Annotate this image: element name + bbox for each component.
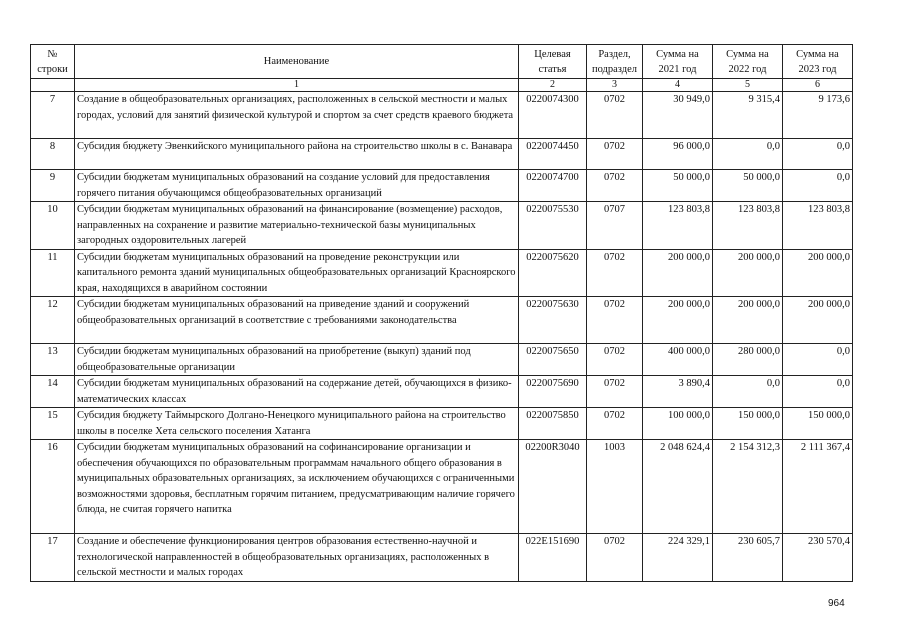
table-row (31, 534, 853, 582)
row-name: Субсидия бюджету Эвенкийского муниципального района на строительство школы в с. Ванавара (75, 139, 519, 170)
column-number: 6 (783, 79, 853, 92)
row-sum-2022: 200 000,0 (713, 297, 783, 344)
row-section: 0702 (587, 139, 643, 170)
row-target-article: 0220075620 (519, 249, 587, 297)
row-target-article: 022E151690 (519, 534, 587, 582)
table-row (31, 440, 853, 534)
table-row (31, 297, 853, 344)
row-number: 13 (31, 344, 75, 376)
row-number: 12 (31, 297, 75, 344)
table-row (31, 202, 853, 250)
row-section: 0702 (587, 249, 643, 297)
row-section: 0702 (587, 170, 643, 202)
row-section: 0702 (587, 376, 643, 408)
row-number: 7 (31, 92, 75, 139)
row-name: Субсидии бюджетам муниципальных образований на финансирование (возмещение) расходов, направленных на сохранение и развитие материально-технической базы муниципальных загородных оздоровительных лагерей (75, 202, 519, 250)
header-row-number: № строки (31, 45, 75, 79)
row-target-article: 0220075650 (519, 344, 587, 376)
column-number: 1 (75, 79, 519, 92)
row-target-article: 0220075690 (519, 376, 587, 408)
header-target-article: Целевая статья (519, 45, 587, 79)
row-sum-2023: 0,0 (783, 344, 853, 376)
table-row (31, 408, 853, 440)
row-number: 14 (31, 376, 75, 408)
header-section: Раздел, подраздел (587, 45, 643, 79)
row-number: 10 (31, 202, 75, 250)
page-number: 964 (828, 598, 845, 609)
row-sum-2022: 200 000,0 (713, 249, 783, 297)
row-sum-2023: 200 000,0 (783, 249, 853, 297)
row-sum-2023: 230 570,4 (783, 534, 853, 582)
row-sum-2023: 0,0 (783, 170, 853, 202)
row-sum-2023: 150 000,0 (783, 408, 853, 440)
row-section: 0702 (587, 534, 643, 582)
row-sum-2021: 400 000,0 (643, 344, 713, 376)
row-sum-2022: 0,0 (713, 139, 783, 170)
row-name: Субсидии бюджетам муниципальных образований на проведение реконструкции или капитального ремонта зданий муниципальных общеобразовательных организаций Красноярского края, находящихся в аварийном состоянии (75, 249, 519, 297)
row-section: 0702 (587, 408, 643, 440)
row-sum-2021: 200 000,0 (643, 297, 713, 344)
table-body (31, 45, 853, 582)
row-sum-2021: 100 000,0 (643, 408, 713, 440)
row-sum-2023: 0,0 (783, 139, 853, 170)
header-row (31, 45, 853, 79)
row-name: Субсидии бюджетам муниципальных образований на создание условий для предоставления горячего питания обучающимся общеобразовательных организаций (75, 170, 519, 202)
row-target-article: 0220075850 (519, 408, 587, 440)
row-number: 8 (31, 139, 75, 170)
header-sum-2023: Сумма на 2023 год (783, 45, 853, 79)
row-target-article: 02200R3040 (519, 440, 587, 534)
column-number: 4 (643, 79, 713, 92)
table-row (31, 344, 853, 376)
row-section: 0702 (587, 344, 643, 376)
row-sum-2022: 9 315,4 (713, 92, 783, 139)
column-number: 2 (519, 79, 587, 92)
row-sum-2021: 50 000,0 (643, 170, 713, 202)
row-sum-2022: 123 803,8 (713, 202, 783, 250)
row-sum-2022: 50 000,0 (713, 170, 783, 202)
table-row (31, 139, 853, 170)
row-target-article: 0220075530 (519, 202, 587, 250)
row-target-article: 0220074450 (519, 139, 587, 170)
row-name: Создание в общеобразовательных организациях, расположенных в сельской местности и малых городах, условий для занятий физической культурой и спортом за счет средств краевого бюджета (75, 92, 519, 139)
row-sum-2022: 230 605,7 (713, 534, 783, 582)
column-number: 5 (713, 79, 783, 92)
row-name: Субсидии бюджетам муниципальных образований на софинансирование организации и обеспечения обучающихся по образовательным программам начального общего образования в муниципальных образовательных организациях, за исключением обучающихся с ограниченными возможностями здоровья, бесплатным горячим питанием, предусматривающим наличие горячего блюда, не считая горячего напитка (75, 440, 519, 534)
row-sum-2021: 200 000,0 (643, 249, 713, 297)
row-target-article: 0220075630 (519, 297, 587, 344)
row-section: 0707 (587, 202, 643, 250)
row-number: 9 (31, 170, 75, 202)
row-sum-2023: 200 000,0 (783, 297, 853, 344)
header-name: Наименование (75, 45, 519, 79)
row-sum-2022: 280 000,0 (713, 344, 783, 376)
column-number-blank (31, 79, 75, 92)
row-sum-2022: 150 000,0 (713, 408, 783, 440)
header-sum-2021: Сумма на 2021 год (643, 45, 713, 79)
row-sum-2023: 9 173,6 (783, 92, 853, 139)
row-target-article: 0220074700 (519, 170, 587, 202)
row-sum-2023: 0,0 (783, 376, 853, 408)
row-section: 1003 (587, 440, 643, 534)
row-sum-2022: 2 154 312,3 (713, 440, 783, 534)
row-name: Субсидии бюджетам муниципальных образований на содержание детей, обучающихся в физико-математических классах (75, 376, 519, 408)
row-sum-2021: 224 329,1 (643, 534, 713, 582)
row-sum-2021: 96 000,0 (643, 139, 713, 170)
budget-table (30, 44, 853, 582)
row-sum-2021: 3 890,4 (643, 376, 713, 408)
row-target-article: 0220074300 (519, 92, 587, 139)
table-row (31, 249, 853, 297)
row-name: Субсидия бюджету Таймырского Долгано-Ненецкого муниципального района на строительство школы в поселке Хета сельского поселения Хатанга (75, 408, 519, 440)
row-name: Субсидии бюджетам муниципальных образований на приобретение (выкуп) зданий под общеобразовательные организации (75, 344, 519, 376)
row-sum-2021: 30 949,0 (643, 92, 713, 139)
row-name: Субсидии бюджетам муниципальных образований на приведение зданий и сооружений общеобразовательных организаций в соответствие с требованиями законодательства (75, 297, 519, 344)
table-row (31, 92, 853, 139)
row-sum-2023: 123 803,8 (783, 202, 853, 250)
row-number: 15 (31, 408, 75, 440)
row-sum-2022: 0,0 (713, 376, 783, 408)
row-section: 0702 (587, 92, 643, 139)
table-row (31, 170, 853, 202)
row-sum-2021: 123 803,8 (643, 202, 713, 250)
row-name: Создание и обеспечение функционирования центров образования естественно-научной и технологической направленностей в общеобразовательных организациях, расположенных в сельской местности и малых городах (75, 534, 519, 582)
row-section: 0702 (587, 297, 643, 344)
row-sum-2021: 2 048 624,4 (643, 440, 713, 534)
row-number: 11 (31, 249, 75, 297)
header-sum-2022: Сумма на 2022 год (713, 45, 783, 79)
column-number-row (31, 79, 853, 92)
row-sum-2023: 2 111 367,4 (783, 440, 853, 534)
column-number: 3 (587, 79, 643, 92)
table-row (31, 376, 853, 408)
row-number: 17 (31, 534, 75, 582)
row-number: 16 (31, 440, 75, 534)
